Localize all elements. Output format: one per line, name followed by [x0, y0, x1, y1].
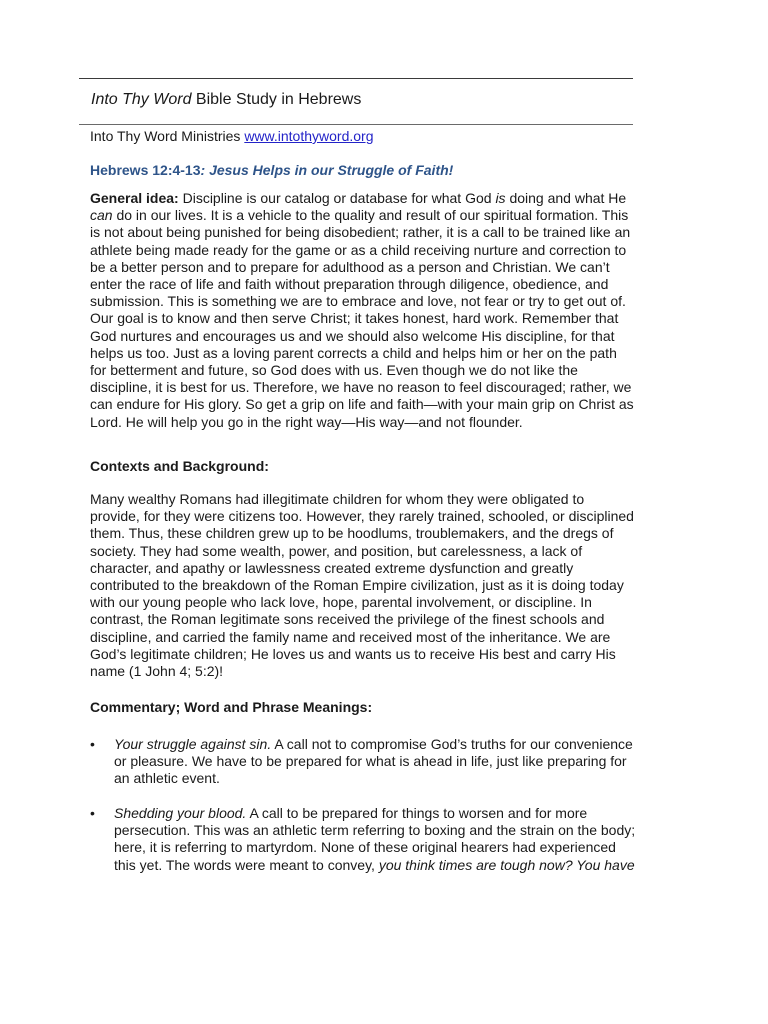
text-run: A call not to compromise God’s truths for our convenience	[271, 736, 633, 752]
paragraph-line	[90, 190, 690, 207]
paragraph-line	[114, 857, 635, 874]
paragraph-line: God’s legitimate children; He loves us and wants us to receive His best and carry His	[90, 645, 616, 662]
paragraph-line	[114, 805, 635, 822]
italic-text: Shedding your blood.	[114, 805, 247, 821]
paragraph-line: character, and apathy or lawlessness created extreme dysfunction and greatly	[90, 559, 574, 576]
document-header-title	[91, 91, 361, 109]
commentary-heading: Commentary; Word and Phrase Meanings:	[90, 699, 373, 715]
paragraph-line	[114, 753, 633, 770]
paragraph-line: contributed to the breakdown of the Roman Empire civilization, just as it is doing today	[90, 577, 624, 594]
ministry-line	[90, 128, 373, 144]
paragraph-line	[90, 328, 690, 345]
commentary-item-text	[114, 805, 635, 874]
paragraph-line	[90, 276, 690, 293]
text-run: discipline, it is best for us. Therefore, we have no reason to feel discouraged; rather, we	[90, 379, 632, 396]
text-run: an athletic event.	[114, 770, 220, 787]
paragraph-line: discipline, and carried the family name and received most of the inheritance. We are	[90, 628, 611, 645]
text-run: can endure for His glory. So get a grip on life and faith—with your main grip on Christ as	[90, 396, 634, 413]
text-run: is not about being punished for being disobedient; rather, it is a call to be trained like an	[90, 224, 631, 241]
paragraph-line	[90, 310, 690, 327]
italic-text: Your struggle against sin.	[114, 736, 272, 752]
text-run: Lord. He will help you go in the right way—His way—and not flounder.	[90, 413, 523, 430]
text-run: do in our lives. It is a vehicle to the quality and result of our spiritual formation. This	[112, 207, 629, 224]
paragraph-line	[90, 242, 690, 259]
paragraph-line	[90, 224, 690, 241]
text-run: athlete being made ready for the game or as a child receiving nurture and correction to	[90, 241, 627, 258]
passage-subtitle: : Jesus Helps in our Struggle of Faith!	[200, 162, 454, 178]
general-idea-paragraph	[90, 190, 690, 431]
italic-text: can	[90, 207, 113, 224]
contexts-heading: Contexts and Background:	[90, 458, 269, 474]
header-title-italic: Into Thy Word	[91, 91, 192, 108]
text-run: Discipline is our catalog or database for what God	[178, 190, 496, 206]
paragraph-line: provide, for they were citizens too. However, they rarely trained, schooled, or disciplined	[90, 508, 634, 525]
text-run: persecution. This was an athletic term referring to boxing and the strain on the body;	[114, 822, 636, 839]
italic-text: is	[495, 190, 506, 206]
text-run: doing and what He	[505, 190, 627, 206]
text-run: God nurtures and encourages us and we should also welcome His discipline, for that	[90, 327, 615, 344]
text-run: for betterment and future, so God does with us. Even though we do not like the	[90, 362, 578, 379]
italic-text: you think times are tough now? You have	[378, 856, 635, 873]
header-top-rule	[79, 78, 633, 79]
paragraph-line: society. They had some wealth, power, and position, but carelessness, a lack of	[90, 542, 583, 559]
text-run: helps us too. Just as a loving parent corrects a child and helps him or her on the path	[90, 344, 617, 361]
commentary-item-text	[114, 736, 633, 788]
paragraph-line	[90, 362, 690, 379]
paragraph-line	[114, 736, 633, 753]
ministry-link[interactable]: www.intothyword.org	[244, 128, 374, 144]
passage-reference: Hebrews 12:4-13	[90, 162, 201, 178]
paragraph-line	[90, 207, 690, 224]
paragraph-line: with our young people who lack love, hope, parental involvement, or discipline. In	[90, 594, 592, 611]
text-run: be a better person and to prepare for adulthood as a person and Christian. We can’t	[90, 258, 610, 275]
text-run: here, it is referring to martyrdom. None of these original hearers had experienced	[114, 839, 616, 856]
contexts-paragraph	[90, 491, 690, 680]
text-run: or pleasure. We have to be prepared for what is ahead in life, just like preparing for	[114, 753, 627, 770]
paragraph-line: name (1 John 4; 5:2)!	[90, 663, 224, 680]
bullet-icon: •	[90, 736, 95, 752]
paragraph-line	[90, 345, 690, 362]
paragraph-line	[90, 396, 690, 413]
paragraph-line	[90, 379, 690, 396]
passage-heading	[90, 162, 453, 178]
paragraph-line: Many wealthy Romans had illegitimate children for whom they were obligated to	[90, 491, 585, 507]
paragraph-line: contrast, the Roman legitimate sons received the privilege of the finest schools and	[90, 611, 605, 628]
text-run: A call to be prepared for things to worsen and for more	[246, 805, 588, 821]
text-run: this yet. The words were meant to convey,	[114, 856, 379, 873]
paragraph-line: them. Thus, these children grew up to be hoodlums, troublemakers, and the dregs of	[90, 525, 614, 542]
paragraph-line	[90, 259, 690, 276]
paragraph-line	[90, 293, 690, 310]
text-run: enter the race of life and faith without preparation through diligence, obedience, and	[90, 276, 609, 293]
paragraph-line	[90, 414, 690, 431]
paragraph-line	[114, 839, 635, 856]
header-title-rest: Bible Study in Hebrews	[191, 91, 362, 108]
general-idea-label: General idea:	[90, 190, 179, 206]
bullet-icon: •	[90, 805, 95, 821]
paragraph-line	[114, 822, 635, 839]
paragraph-line	[114, 770, 633, 787]
text-run: Our goal is to know and then serve Christ; it takes honest, hard work. Remember that	[90, 310, 619, 327]
text-run: submission. This is something we are to embrace and love, not fear or try to get out of.	[90, 293, 626, 310]
ministry-name: Into Thy Word Ministries	[90, 128, 245, 144]
header-bottom-rule	[79, 124, 633, 125]
